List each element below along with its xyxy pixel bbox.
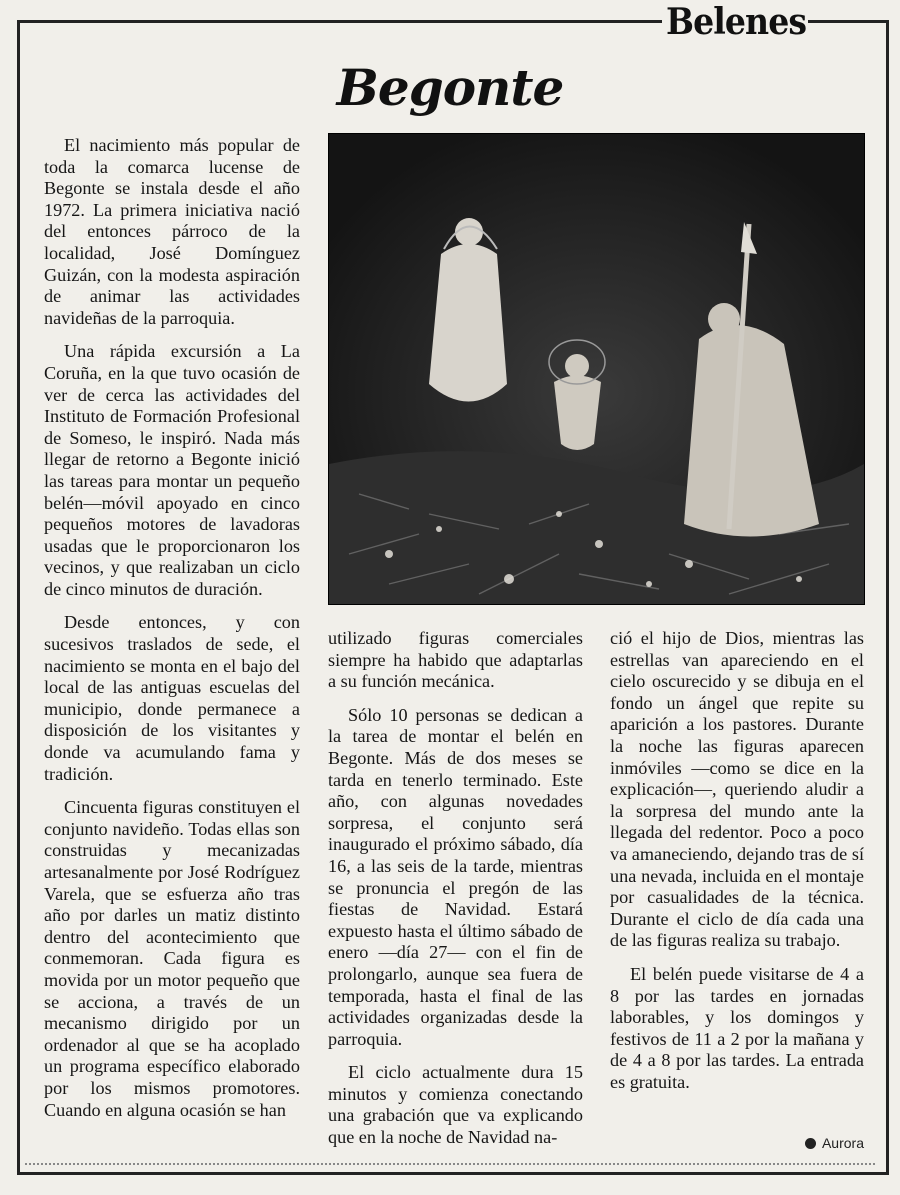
article-column-2: [328, 628, 583, 1161]
top-rule: [17, 20, 662, 23]
paragraph: Cincuenta figuras constituyen el conjunto navideño. Todas ellas son construidas y mecanizadas artesanalmente por José Rodríguez Varela, que se esfuerza año tras año por darles un matiz distinto dentro del acontecimiento que conmemoran. Cada figura es movida por un motor pequeño que se acciona, a través de un mecanismo dirigido por un ordenador al que se ha acoplado un programa específico elaborado por los mismos promotores. Cuando en alguna ocasión se han: [44, 797, 300, 1120]
nativity-photo-illustration: [329, 134, 864, 604]
author-name: Aurora: [821, 1135, 864, 1151]
paragraph: El nacimiento más popular de toda la comarca lucense de Begonte se instala desde el año 1972. La primera iniciativa nació del entonces párroco de la localidad, José Domínguez Guizán, con la modesta aspiración de animar las actividades navideñas de la parroquia.: [44, 135, 300, 328]
nativity-photo: [328, 133, 865, 605]
article-column-1: [44, 135, 300, 1133]
author-signature: [805, 1135, 864, 1151]
paragraph: Sólo 10 personas se dedican a la tarea de montar el belén en Begonte. Más de dos meses se tarda en tenerlo terminado. Este año, con algunas novedades sorpresa, el conjunto será inaugurado el próximo sábado, día 16, a las seis de la tarde, mientras se pronuncia el pregón de las fiestas de Navidad. Estará expuesto hasta el último sábado de enero —día 27— con el fin de prolongarlo, aunque sea fuera de temporada, hasta el final de las actividades organizadas desde la parroquia.: [328, 704, 583, 1049]
paragraph: utilizado figuras comerciales siempre ha habido que adaptarlas a su función mecánica.: [328, 628, 583, 692]
bullet-icon: [805, 1138, 816, 1149]
paragraph: El belén puede visitarse de 4 a 8 por las tardes en jornadas laborables, y los domingos y festivos de 11 a 2 por la mañana y de 4 a 8 por las tardes. La entrada es gratuita.: [610, 963, 864, 1092]
section-title: Belenes: [666, 1, 807, 43]
top-rule-right: [808, 20, 889, 23]
paragraph: ció el hijo de Dios, mientras las estrellas van apareciendo en el cielo oscurecido y se dibuja en el fondo un ángel que repite su aparición a los pastores. Durante la noche las figuras aparecen inmóviles —como se dice en la explicación—, queriendo aludir a la sorpresa del mundo ante la llegada del redentor. Poco a poco va amaneciendo, dejando tras de sí una nevada, incluida en el montaje por casualidades de la técnica. Durante el ciclo de día cada una de las figuras realiza su trabajo.: [610, 628, 864, 951]
article-column-3: [610, 628, 864, 1105]
bottom-dotted-rule: [25, 1163, 875, 1165]
paragraph: Una rápida excursión a La Coruña, en la que tuvo ocasión de ver de cerca las actividades del Instituto de Formación Profesional de Someso, le inspiró. Nada más llegar de retorno a Begonte inició las tareas para montar un pequeño belén—móvil apoyado en cinco pequeños motores de lavadoras usadas que le proporcionaron los vecinos, y que realizaban un ciclo de cinco minutos de duración.: [44, 341, 300, 599]
headline: Begonte: [336, 58, 564, 117]
paragraph: El ciclo actualmente dura 15 minutos y comienza conectando una grabación que va explicando que en la noche de Navidad na-: [328, 1062, 583, 1148]
paragraph: Desde entonces, y con sucesivos traslados de sede, el nacimiento se monta en el bajo del local de las antiguas escuelas del municipio, donde permanece a disposición de los visitantes y donde va acumulando fama y tradición.: [44, 612, 300, 784]
